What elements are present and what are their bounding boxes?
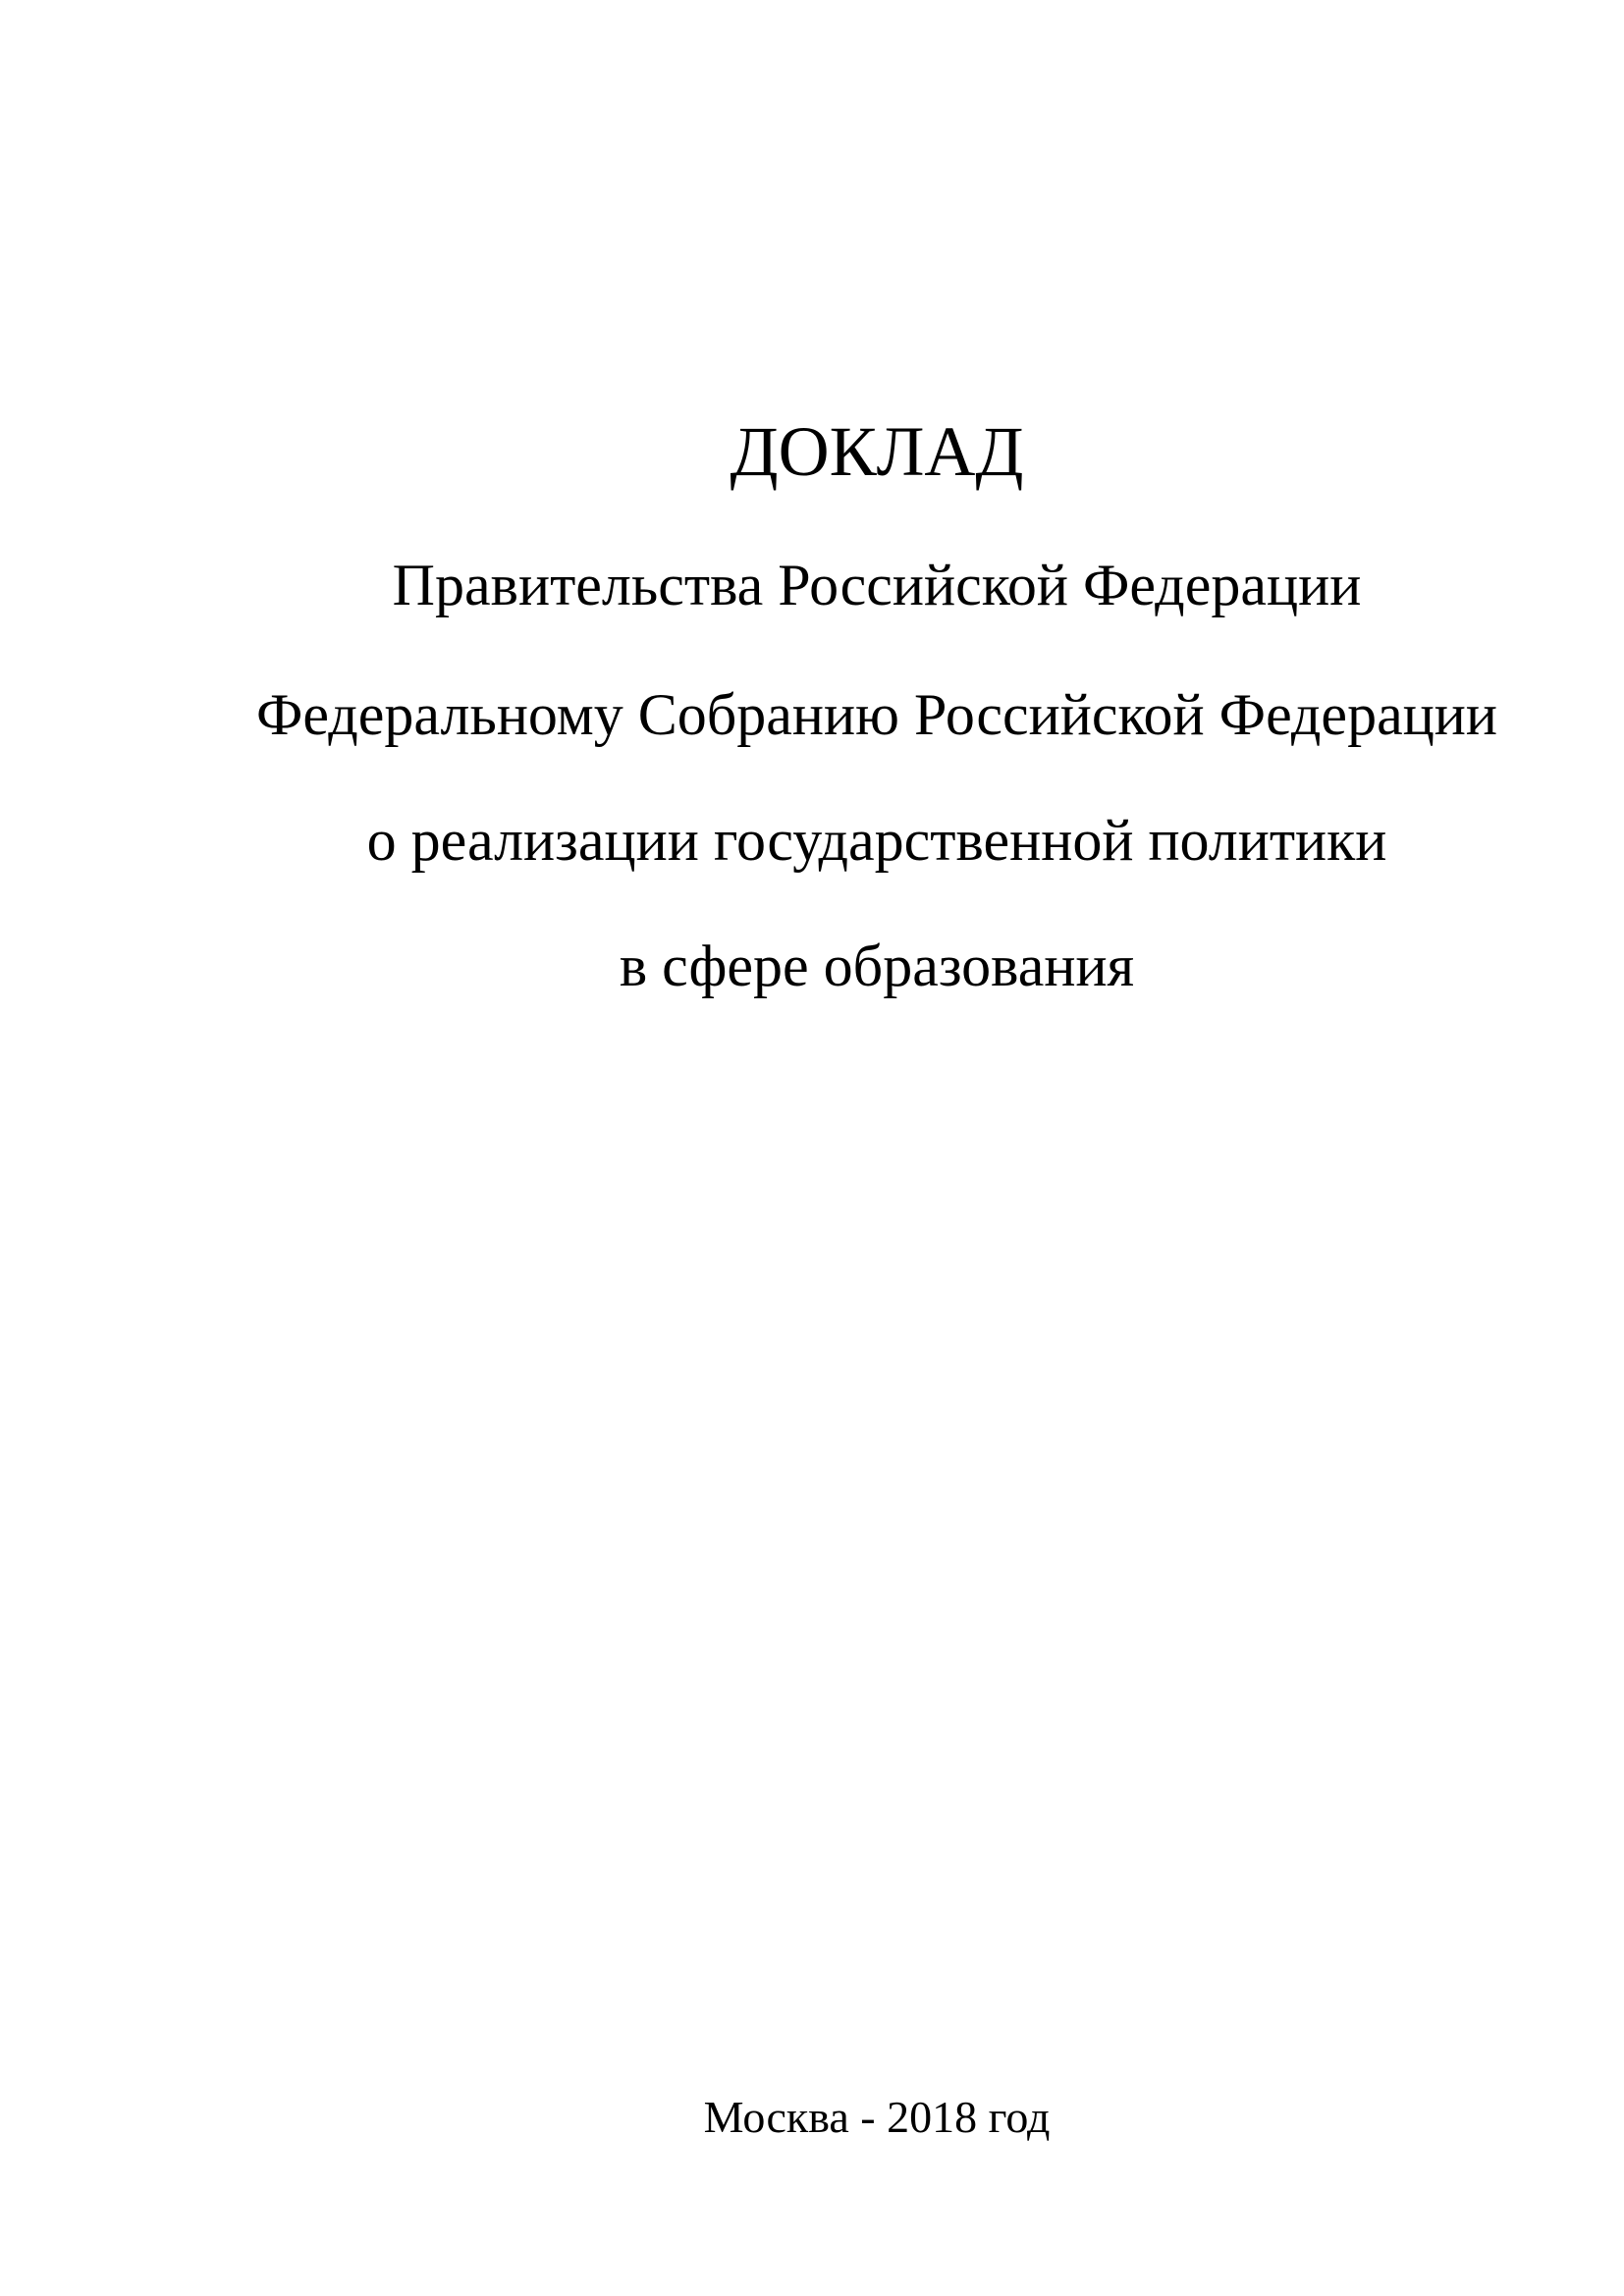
document-title: ДОКЛАД [730, 412, 1024, 491]
subtitle-line: Федеральному Собранию Российской Федерации [255, 682, 1498, 747]
subtitle-line: Правительства Российской Федерации [392, 553, 1362, 617]
subtitle-line: о реализации государственной политики [366, 808, 1387, 873]
subtitle-line: в сфере образования [619, 934, 1135, 998]
place-and-year: Москва - 2018 год [703, 2092, 1051, 2142]
